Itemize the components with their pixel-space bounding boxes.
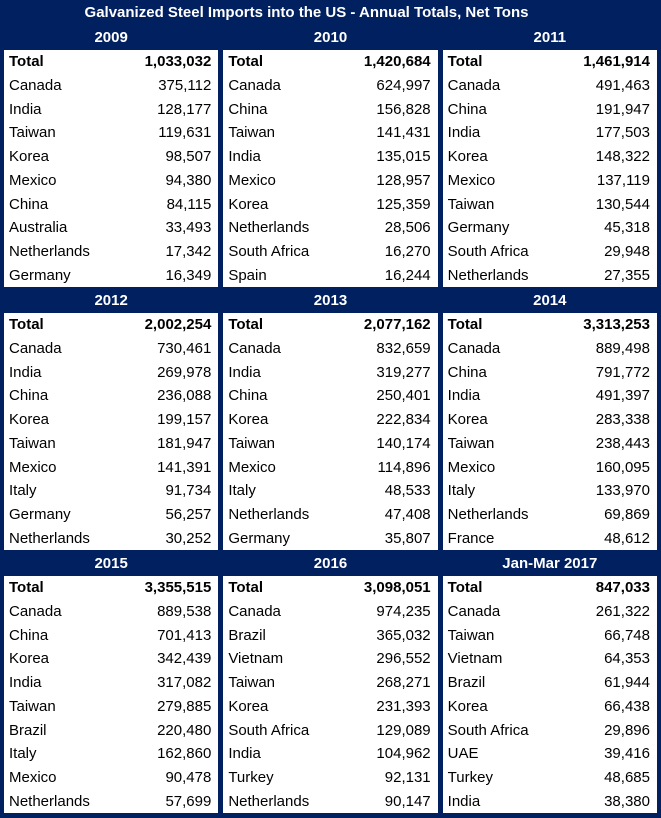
table-row bbox=[223, 50, 437, 74]
row-value: 29,948 bbox=[604, 242, 650, 260]
row-label: Total bbox=[447, 316, 483, 334]
row-value: 791,772 bbox=[595, 363, 650, 381]
row-value: 238,443 bbox=[595, 434, 650, 452]
table-row bbox=[223, 600, 437, 624]
row-value: 98,507 bbox=[165, 148, 212, 166]
table-row bbox=[4, 623, 218, 647]
year-header: 2010 bbox=[223, 26, 437, 48]
table-row bbox=[4, 192, 218, 216]
row-value: 3,355,515 bbox=[144, 579, 212, 597]
year-panel bbox=[4, 24, 218, 287]
year-header: 2013 bbox=[223, 289, 437, 311]
row-value: 701,413 bbox=[157, 626, 212, 644]
row-value: 137,119 bbox=[596, 171, 650, 189]
row-value: 148,322 bbox=[595, 148, 650, 166]
year-panel bbox=[443, 287, 657, 550]
row-label: Taiwan bbox=[228, 124, 276, 142]
table-row bbox=[443, 718, 657, 742]
table-row bbox=[443, 97, 657, 121]
row-value: 28,506 bbox=[384, 219, 431, 237]
table-row bbox=[4, 479, 218, 503]
row-label: Taiwan bbox=[228, 674, 276, 692]
table-row bbox=[4, 145, 218, 169]
table-row bbox=[223, 718, 437, 742]
row-value: 119,631 bbox=[158, 124, 212, 142]
year-panel bbox=[4, 287, 218, 550]
year-panel bbox=[223, 287, 437, 550]
row-value: 156,828 bbox=[376, 100, 431, 118]
row-value: 730,461 bbox=[157, 340, 212, 358]
table-row bbox=[223, 169, 437, 193]
table-row bbox=[443, 503, 657, 527]
row-label: South Africa bbox=[447, 242, 529, 260]
table-row bbox=[443, 263, 657, 287]
year-panel bbox=[443, 24, 657, 287]
row-label: Brazil bbox=[9, 721, 47, 739]
row-value: 66,748 bbox=[604, 626, 650, 644]
row-label: Netherlands bbox=[228, 505, 310, 523]
row-value: 268,271 bbox=[376, 674, 431, 692]
table-row bbox=[223, 313, 437, 337]
row-label: Korea bbox=[9, 148, 50, 166]
row-label: Vietnam bbox=[447, 650, 503, 668]
table-row bbox=[443, 313, 657, 337]
row-value: 48,685 bbox=[604, 768, 650, 786]
row-label: France bbox=[447, 529, 495, 547]
table-row bbox=[223, 74, 437, 98]
row-label: Korea bbox=[9, 411, 50, 429]
row-label: Total bbox=[9, 316, 44, 334]
table-row bbox=[443, 121, 657, 145]
table-row bbox=[223, 766, 437, 790]
table-row bbox=[4, 789, 218, 813]
table-row bbox=[443, 789, 657, 813]
table-row bbox=[4, 455, 218, 479]
row-label: Germany bbox=[228, 529, 291, 547]
row-value: 38,380 bbox=[604, 792, 650, 810]
row-value: 220,480 bbox=[157, 721, 212, 739]
table-row bbox=[4, 216, 218, 240]
table-row bbox=[4, 526, 218, 550]
row-label: India bbox=[447, 124, 481, 142]
row-label: Germany bbox=[9, 505, 71, 523]
row-value: 45,318 bbox=[604, 219, 650, 237]
row-value: 832,659 bbox=[376, 340, 431, 358]
row-label: Total bbox=[228, 53, 264, 71]
table-row bbox=[443, 695, 657, 719]
year-header: 2014 bbox=[443, 289, 657, 311]
row-label: Korea bbox=[228, 195, 269, 213]
table-row bbox=[4, 97, 218, 121]
row-value: 1,033,032 bbox=[144, 53, 212, 71]
row-label: Korea bbox=[228, 697, 269, 715]
row-value: 61,944 bbox=[604, 674, 650, 692]
row-label: Korea bbox=[9, 650, 50, 668]
row-value: 57,699 bbox=[165, 792, 212, 810]
row-value: 39,416 bbox=[604, 745, 650, 763]
table-row bbox=[443, 766, 657, 790]
year-header: 2009 bbox=[4, 26, 218, 48]
page-title: Galvanized Steel Imports into the US - Annual Totals, Net Tons bbox=[84, 3, 529, 21]
year-panel bbox=[4, 550, 218, 813]
table-row bbox=[4, 671, 218, 695]
year-header: 2015 bbox=[4, 552, 218, 574]
row-value: 177,503 bbox=[595, 124, 650, 142]
table-row bbox=[223, 192, 437, 216]
row-label: Korea bbox=[447, 411, 488, 429]
row-value: 128,957 bbox=[376, 171, 431, 189]
row-label: Mexico bbox=[447, 458, 496, 476]
table-row bbox=[443, 192, 657, 216]
row-label: Canada bbox=[447, 603, 501, 621]
year-panel bbox=[223, 24, 437, 287]
row-value: 2,002,254 bbox=[144, 316, 212, 334]
table-row bbox=[223, 479, 437, 503]
panel-body bbox=[443, 50, 657, 287]
table-row bbox=[223, 360, 437, 384]
row-value: 624,997 bbox=[376, 77, 431, 95]
row-label: Mexico bbox=[447, 171, 496, 189]
row-label: Total bbox=[228, 579, 264, 597]
row-value: 1,420,684 bbox=[363, 53, 431, 71]
row-label: India bbox=[228, 148, 261, 166]
row-label: Netherlands bbox=[228, 792, 310, 810]
panel-body bbox=[223, 576, 437, 813]
panel-body bbox=[223, 50, 437, 287]
row-label: India bbox=[447, 387, 481, 405]
table-row bbox=[443, 479, 657, 503]
table-row bbox=[223, 526, 437, 550]
table-row bbox=[443, 408, 657, 432]
row-label: Italy bbox=[9, 745, 37, 763]
table-row bbox=[443, 360, 657, 384]
table-row bbox=[223, 742, 437, 766]
row-value: 491,463 bbox=[595, 77, 650, 95]
row-value: 162,860 bbox=[157, 745, 212, 763]
row-label: Total bbox=[9, 579, 44, 597]
year-panel bbox=[443, 550, 657, 813]
row-value: 66,438 bbox=[604, 697, 650, 715]
table-row bbox=[223, 145, 437, 169]
row-label: Brazil bbox=[228, 626, 266, 644]
table-row bbox=[443, 455, 657, 479]
row-label: Mexico bbox=[9, 171, 57, 189]
row-value: 140,174 bbox=[376, 434, 431, 452]
row-value: 283,338 bbox=[595, 411, 650, 429]
row-value: 135,015 bbox=[376, 148, 431, 166]
row-label: China bbox=[228, 100, 268, 118]
row-value: 114,896 bbox=[377, 458, 431, 476]
panel-body bbox=[443, 313, 657, 550]
row-value: 16,270 bbox=[384, 242, 431, 260]
row-value: 133,970 bbox=[595, 482, 650, 500]
row-value: 141,391 bbox=[157, 458, 212, 476]
table-row bbox=[223, 97, 437, 121]
table-row bbox=[4, 503, 218, 527]
table-row bbox=[223, 455, 437, 479]
row-value: 261,322 bbox=[595, 603, 650, 621]
row-label: Korea bbox=[447, 148, 488, 166]
row-label: Canada bbox=[228, 77, 281, 95]
row-value: 90,478 bbox=[165, 768, 212, 786]
row-value: 48,612 bbox=[604, 529, 650, 547]
row-value: 889,538 bbox=[157, 603, 212, 621]
row-label: Taiwan bbox=[9, 434, 56, 452]
row-label: Mexico bbox=[228, 171, 276, 189]
table-row bbox=[443, 145, 657, 169]
row-value: 342,439 bbox=[157, 650, 212, 668]
row-label: Taiwan bbox=[447, 195, 495, 213]
row-label: India bbox=[228, 363, 261, 381]
row-value: 296,552 bbox=[376, 650, 431, 668]
row-value: 269,978 bbox=[157, 363, 212, 381]
table-row bbox=[4, 263, 218, 287]
row-value: 231,393 bbox=[376, 697, 431, 715]
row-value: 128,177 bbox=[157, 100, 212, 118]
table-row bbox=[223, 263, 437, 287]
table-row bbox=[4, 169, 218, 193]
row-value: 317,082 bbox=[157, 674, 212, 692]
row-label: UAE bbox=[447, 745, 479, 763]
row-label: Mexico bbox=[228, 458, 276, 476]
table-row bbox=[223, 240, 437, 264]
row-value: 92,131 bbox=[384, 768, 431, 786]
panel-body bbox=[4, 576, 218, 813]
row-label: Total bbox=[9, 53, 44, 71]
row-value: 3,313,253 bbox=[583, 316, 650, 334]
table-row bbox=[223, 671, 437, 695]
row-label: Taiwan bbox=[447, 626, 495, 644]
table-row bbox=[443, 576, 657, 600]
table-row bbox=[443, 169, 657, 193]
row-label: India bbox=[9, 363, 42, 381]
table-row bbox=[443, 74, 657, 98]
row-label: China bbox=[228, 387, 268, 405]
row-value: 199,157 bbox=[157, 411, 212, 429]
row-value: 141,431 bbox=[376, 124, 431, 142]
row-value: 889,498 bbox=[595, 340, 650, 358]
table-row bbox=[223, 503, 437, 527]
year-header: 2012 bbox=[4, 289, 218, 311]
row-label: Taiwan bbox=[447, 434, 495, 452]
table-row bbox=[4, 742, 218, 766]
row-label: India bbox=[9, 674, 42, 692]
table-row bbox=[4, 408, 218, 432]
row-value: 90,147 bbox=[384, 792, 431, 810]
row-label: Canada bbox=[9, 603, 62, 621]
table-row bbox=[223, 432, 437, 456]
row-label: Total bbox=[228, 316, 264, 334]
row-value: 181,947 bbox=[157, 434, 212, 452]
row-value: 16,349 bbox=[165, 266, 212, 284]
row-label: South Africa bbox=[228, 242, 310, 260]
row-label: Netherlands bbox=[228, 219, 310, 237]
table-row bbox=[4, 432, 218, 456]
table-row bbox=[443, 384, 657, 408]
table-row bbox=[223, 216, 437, 240]
row-label: Taiwan bbox=[9, 697, 56, 715]
row-label: Netherlands bbox=[9, 529, 90, 547]
table-row bbox=[443, 600, 657, 624]
row-label: Taiwan bbox=[228, 434, 276, 452]
row-label: Germany bbox=[9, 266, 71, 284]
row-value: 69,869 bbox=[604, 505, 650, 523]
row-value: 47,408 bbox=[384, 505, 431, 523]
row-label: Italy bbox=[447, 482, 476, 500]
table-row bbox=[4, 360, 218, 384]
row-value: 125,359 bbox=[376, 195, 431, 213]
row-value: 2,077,162 bbox=[363, 316, 431, 334]
row-value: 974,235 bbox=[376, 603, 431, 621]
row-label: Korea bbox=[447, 697, 488, 715]
table-row bbox=[443, 240, 657, 264]
row-label: Australia bbox=[9, 219, 68, 237]
row-label: Turkey bbox=[228, 768, 274, 786]
row-label: Spain bbox=[228, 266, 267, 284]
table-row bbox=[443, 216, 657, 240]
row-value: 375,112 bbox=[158, 77, 212, 95]
row-value: 191,947 bbox=[595, 100, 650, 118]
table-row bbox=[223, 408, 437, 432]
row-value: 48,533 bbox=[384, 482, 431, 500]
table-row bbox=[223, 121, 437, 145]
row-label: Germany bbox=[447, 219, 510, 237]
row-label: Canada bbox=[447, 340, 501, 358]
row-value: 56,257 bbox=[165, 505, 212, 523]
row-label: Vietnam bbox=[228, 650, 284, 668]
row-label: Total bbox=[447, 53, 483, 71]
row-label: Canada bbox=[9, 340, 62, 358]
row-label: India bbox=[447, 792, 481, 810]
row-value: 236,088 bbox=[157, 387, 212, 405]
row-value: 30,252 bbox=[165, 529, 212, 547]
table-row bbox=[4, 121, 218, 145]
row-label: China bbox=[447, 100, 487, 118]
table-row bbox=[443, 742, 657, 766]
row-label: Canada bbox=[447, 77, 501, 95]
table-row bbox=[443, 647, 657, 671]
row-label: Turkey bbox=[447, 768, 493, 786]
table-row bbox=[223, 576, 437, 600]
row-label: Netherlands bbox=[447, 266, 529, 284]
year-header: 2016 bbox=[223, 552, 437, 574]
table-row bbox=[4, 384, 218, 408]
row-label: China bbox=[9, 387, 49, 405]
table-row bbox=[4, 576, 218, 600]
row-value: 33,493 bbox=[165, 219, 212, 237]
table-row bbox=[4, 647, 218, 671]
row-value: 35,807 bbox=[384, 529, 431, 547]
row-value: 130,544 bbox=[595, 195, 650, 213]
table-row bbox=[4, 600, 218, 624]
row-value: 91,734 bbox=[165, 482, 212, 500]
row-value: 319,277 bbox=[376, 363, 431, 381]
row-value: 3,098,051 bbox=[363, 579, 431, 597]
table-row bbox=[4, 718, 218, 742]
row-value: 365,032 bbox=[376, 626, 431, 644]
panel-body bbox=[223, 313, 437, 550]
year-header: 2011 bbox=[443, 26, 657, 48]
year-header: Jan-Mar 2017 bbox=[443, 552, 657, 574]
row-value: 16,244 bbox=[384, 266, 431, 284]
row-value: 84,115 bbox=[166, 195, 212, 213]
table-row bbox=[223, 337, 437, 361]
row-value: 847,033 bbox=[595, 579, 650, 597]
row-value: 94,380 bbox=[165, 171, 212, 189]
table-row bbox=[443, 50, 657, 74]
row-value: 491,397 bbox=[595, 387, 650, 405]
row-value: 17,342 bbox=[165, 242, 212, 260]
row-label: China bbox=[9, 626, 49, 644]
row-label: Total bbox=[447, 579, 483, 597]
table-row bbox=[443, 623, 657, 647]
table-row bbox=[4, 695, 218, 719]
row-label: Taiwan bbox=[9, 124, 56, 142]
row-label: South Africa bbox=[447, 721, 529, 739]
row-value: 64,353 bbox=[604, 650, 650, 668]
table-row bbox=[4, 337, 218, 361]
table-row bbox=[4, 313, 218, 337]
panel-body bbox=[4, 50, 218, 287]
row-label: India bbox=[9, 100, 42, 118]
row-label: South Africa bbox=[228, 721, 310, 739]
table-row bbox=[443, 432, 657, 456]
table-row bbox=[223, 695, 437, 719]
row-label: Netherlands bbox=[447, 505, 529, 523]
table-row bbox=[443, 337, 657, 361]
table-row bbox=[443, 526, 657, 550]
table-row bbox=[4, 50, 218, 74]
row-value: 250,401 bbox=[376, 387, 431, 405]
row-label: Brazil bbox=[447, 674, 486, 692]
table-row bbox=[4, 766, 218, 790]
table-row bbox=[223, 647, 437, 671]
row-label: Canada bbox=[228, 603, 281, 621]
row-value: 279,885 bbox=[157, 697, 212, 715]
row-label: Mexico bbox=[9, 768, 57, 786]
row-label: Mexico bbox=[9, 458, 57, 476]
row-label: Netherlands bbox=[9, 792, 90, 810]
row-value: 160,095 bbox=[595, 458, 650, 476]
row-value: 222,834 bbox=[376, 411, 431, 429]
row-label: Korea bbox=[228, 411, 269, 429]
row-value: 129,089 bbox=[376, 721, 431, 739]
panel-body bbox=[4, 313, 218, 550]
row-label: China bbox=[9, 195, 49, 213]
table-row bbox=[223, 623, 437, 647]
year-panel bbox=[223, 550, 437, 813]
row-label: China bbox=[447, 363, 487, 381]
table-row bbox=[443, 671, 657, 695]
panels-grid bbox=[4, 24, 657, 813]
row-label: Italy bbox=[228, 482, 256, 500]
row-value: 104,962 bbox=[376, 745, 431, 763]
table-row bbox=[4, 240, 218, 264]
row-label: Italy bbox=[9, 482, 37, 500]
row-label: Canada bbox=[9, 77, 62, 95]
row-value: 29,896 bbox=[604, 721, 650, 739]
table-row bbox=[4, 74, 218, 98]
row-label: Netherlands bbox=[9, 242, 90, 260]
row-value: 27,355 bbox=[604, 266, 650, 284]
row-value: 1,461,914 bbox=[583, 53, 650, 71]
table-row bbox=[223, 789, 437, 813]
table-row bbox=[223, 384, 437, 408]
row-label: India bbox=[228, 745, 261, 763]
panel-body bbox=[443, 576, 657, 813]
row-label: Canada bbox=[228, 340, 281, 358]
